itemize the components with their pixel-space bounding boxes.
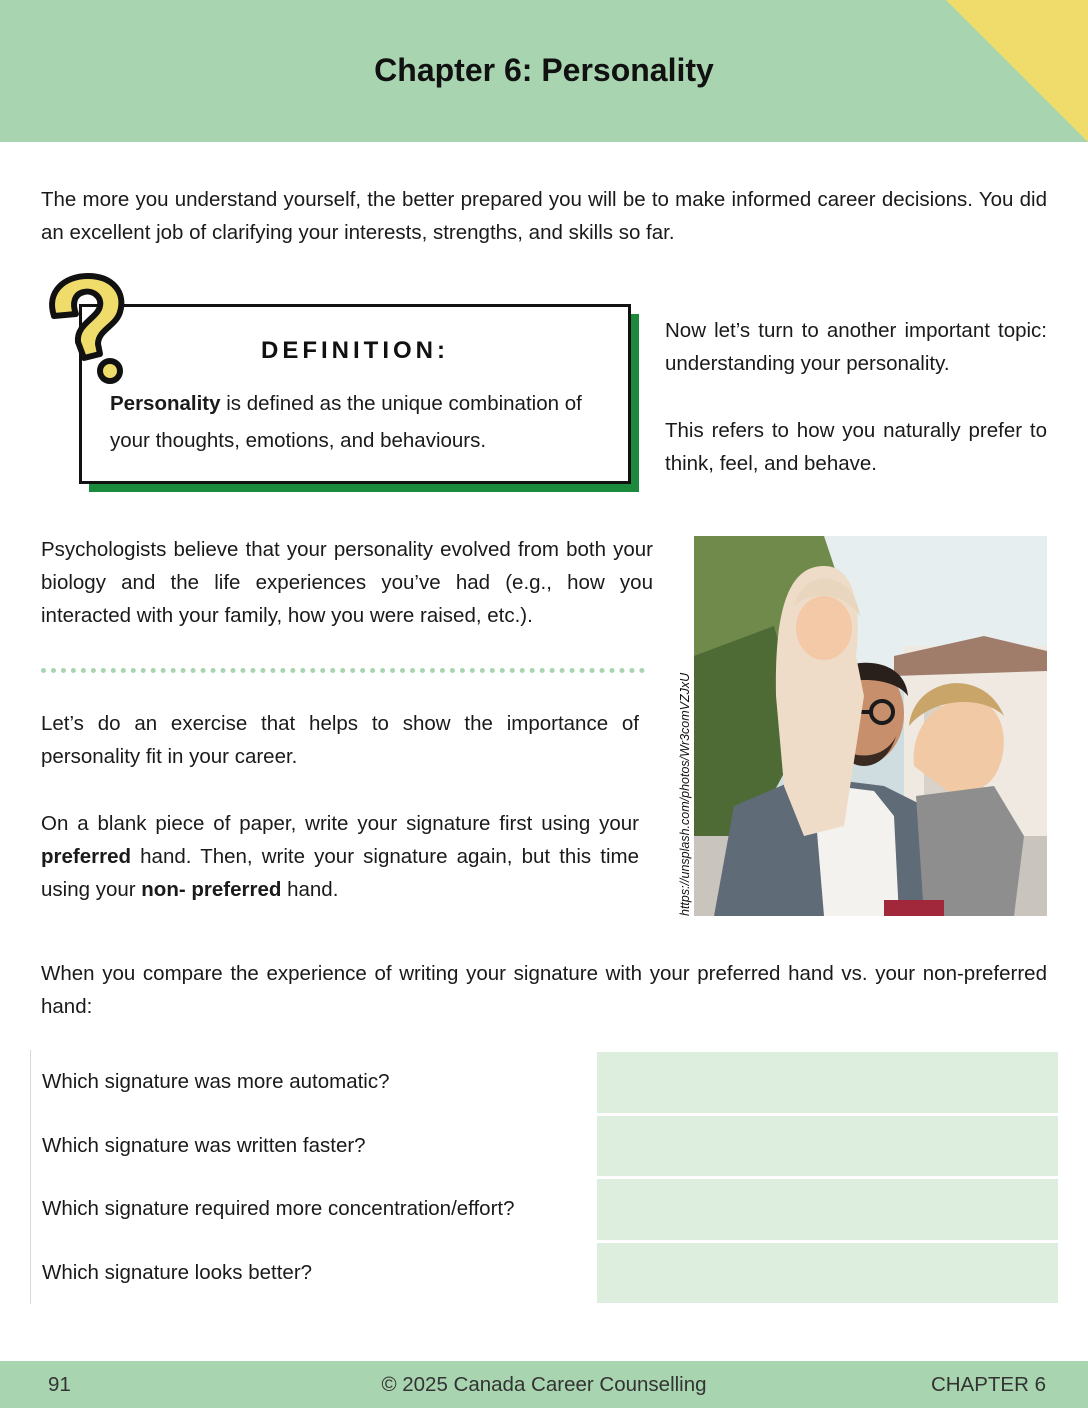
exercise-text-3: hand. — [281, 878, 339, 901]
question-mark-icon — [42, 272, 128, 386]
page-number: 91 — [48, 1373, 71, 1396]
right-paragraph-1: Now let’s turn to another important topic: understanding your personality. — [665, 319, 1047, 375]
exercise-bold-non-preferred: non- preferred — [141, 878, 282, 901]
photo-credit: https://unsplash.com/photos/Wr3comVZJxU — [678, 672, 692, 916]
question-label: Which signature required more concentration/effort? — [30, 1177, 602, 1241]
exercise-instructions — [41, 807, 639, 906]
question-table — [30, 1050, 1058, 1304]
definition-heading: DEFINITION: — [261, 337, 449, 364]
exercise-intro: Let’s do an exercise that helps to show the importance of personality fit in your career. — [41, 712, 639, 768]
right-paragraph-2: This refers to how you naturally prefer to think, feel, and behave. — [665, 419, 1047, 475]
intro-paragraph: The more you understand yourself, the better prepared you will be to make informed career decisions. You did an excellent job of clarifying your interests, strengths, and skills so far. — [41, 188, 1047, 244]
question-row — [30, 1114, 1058, 1178]
dotted-divider — [41, 668, 645, 673]
exercise-bold-preferred: preferred — [41, 845, 132, 868]
answer-field[interactable] — [597, 1243, 1058, 1304]
question-row — [30, 1177, 1058, 1241]
family-photo — [694, 536, 1047, 916]
definition-text — [110, 385, 616, 459]
definition-body: is defined as the unique combination of your thoughts, emotions, and behaviours. — [110, 392, 582, 452]
exercise-text-2: hand. Then, write your signature again, but this time using your — [41, 845, 639, 901]
question-label: Which signature was more automatic? — [30, 1050, 602, 1114]
question-row — [30, 1050, 1058, 1114]
chapter-header — [0, 0, 1088, 142]
answer-field[interactable] — [597, 1179, 1058, 1240]
exercise-text-1: On a blank piece of paper, write your signature first using your — [41, 812, 639, 835]
definition-term: Personality — [110, 392, 221, 415]
page-footer — [0, 1361, 1088, 1408]
page-title: Chapter 6: Personality — [374, 52, 714, 88]
compare-intro: When you compare the experience of writing your signature with your preferred hand vs. your non-preferred hand: — [41, 962, 1047, 1018]
question-row — [30, 1241, 1058, 1305]
answer-field[interactable] — [597, 1052, 1058, 1113]
psychologists-paragraph: Psychologists believe that your personality evolved from both your biology and the life experiences you’ve had (e.g., how you interacted with your family, how you were raised, etc.). — [41, 538, 653, 627]
definition-box — [79, 304, 631, 484]
question-label: Which signature was written faster? — [30, 1114, 602, 1178]
chapter-label: CHAPTER 6 — [930, 1373, 1046, 1396]
answer-field[interactable] — [597, 1116, 1058, 1177]
copyright-text: © 2025 Canada Career Counselling — [381, 1373, 707, 1396]
question-label: Which signature looks better? — [30, 1241, 602, 1305]
